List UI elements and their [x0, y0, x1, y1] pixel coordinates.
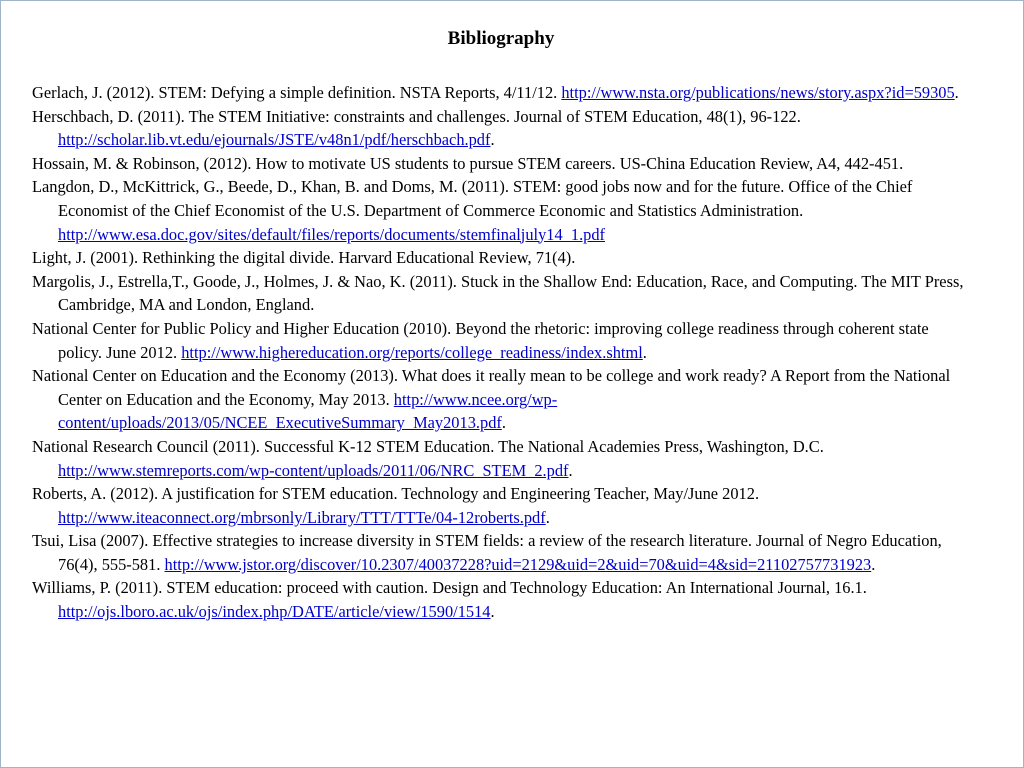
reference-text: National Center on Education and the Economy (2013). What does it really mean to be college and work ready? A Report from the National Center on Education and the Economy, May 2013.	[32, 366, 951, 409]
reference-text: Hossain, M. & Robinson, (2012). How to motivate US students to pursue STEM careers. US-China Education Review, A4, 442-451.	[32, 153, 904, 173]
reference-tail: .	[642, 342, 647, 362]
reference-link[interactable]: http://www.ncee.org/wp-content/uploads/2013/05/NCEE_ExecutiveSummary_May2013.pdf	[58, 389, 558, 433]
reference-link[interactable]: http://www.iteaconnect.org/mbrsonly/Library/TTT/TTTe/04-12roberts.pdf	[58, 507, 546, 527]
reference-item	[32, 81, 972, 105]
reference-tail: .	[501, 413, 506, 433]
reference-item	[32, 529, 972, 576]
reference-link[interactable]: http://www.jstor.org/discover/10.2307/40037228?uid=2129&uid=2&uid=70&uid=4&sid=21102757731923	[164, 554, 872, 574]
reference-link[interactable]: http://www.nsta.org/publications/news/story.aspx?id=59305	[561, 83, 955, 102]
reference-text: Light, J. (2001). Rethinking the digital divide. Harvard Educational Review, 71(4).	[32, 248, 576, 268]
reference-tail: .	[871, 554, 876, 574]
reference-tail: .	[954, 83, 959, 102]
reference-text: Margolis, J., Estrella,T., Goode, J., Holmes, J. & Nao, K. (2011). Stuck in the Shallow End: Education, Race, and Computing. The MIT Press, Cambridge, MA and London, England.	[32, 271, 964, 315]
reference-text: National Research Council (2011). Successful K-12 STEM Education. The National Academies Press, Washington, D.C.	[32, 436, 824, 456]
page-title: Bibliography	[447, 28, 555, 49]
reference-text: Williams, P. (2011). STEM education: proceed with caution. Design and Technology Education: An International Journal, 16.1.	[32, 578, 867, 598]
reference-list	[32, 81, 972, 624]
reference-item	[32, 152, 972, 176]
reference-link[interactable]: http://www.esa.doc.gov/sites/default/files/reports/documents/stemfinaljuly14_1.pdf	[58, 224, 606, 244]
reference-item	[32, 317, 972, 364]
reference-text: National Center for Public Policy and Higher Education (2010). Beyond the rhetoric: improving college readiness through coherent state policy. June 2012.	[32, 318, 929, 362]
reference-tail: .	[490, 130, 495, 150]
reference-text: Gerlach, J. (2012). STEM: Defying a simple definition. NSTA Reports, 4/11/12.	[32, 83, 562, 102]
reference-link[interactable]: http://scholar.lib.vt.edu/ejournals/JSTE/v48n1/pdf/herschbach.pdf	[58, 130, 491, 150]
reference-item	[32, 105, 972, 152]
reference-item	[32, 364, 972, 435]
reference-item	[32, 435, 972, 482]
reference-link[interactable]: http://ojs.lboro.ac.uk/ojs/index.php/DATE/article/view/1590/1514	[58, 602, 491, 622]
reference-text: Roberts, A. (2012). A justification for STEM education. Technology and Engineering Teacher, May/June 2012.	[32, 484, 760, 504]
reference-text: Langdon, D., McKittrick, G., Beede, D., Khan, B. and Doms, M. (2011). STEM: good jobs now and for the future. Office of the Chief Economist of the Chief Economist of the U.S. Department of Commerce Economic and Statistics Administration.	[32, 177, 913, 220]
reference-text: Tsui, Lisa (2007). Effective strategies to increase diversity in STEM fields: a review of the research literature. Journal of Negro Education, 76(4), 555-581.	[32, 531, 942, 574]
reference-item	[32, 246, 972, 270]
reference-tail: .	[568, 460, 573, 480]
reference-tail: .	[490, 602, 495, 622]
reference-item	[32, 482, 972, 529]
reference-item	[32, 175, 972, 246]
reference-link[interactable]: http://www.stemreports.com/wp-content/uploads/2011/06/NRC_STEM_2.pdf	[58, 460, 569, 480]
reference-item	[32, 270, 972, 317]
reference-text: Herschbach, D. (2011). The STEM Initiative: constraints and challenges. Journal of STEM Education, 48(1), 96-122.	[32, 106, 801, 126]
reference-link[interactable]: http://www.highereducation.org/reports/college_readiness/index.shtml	[181, 342, 643, 362]
reference-item	[32, 576, 972, 623]
reference-tail: .	[545, 507, 550, 527]
